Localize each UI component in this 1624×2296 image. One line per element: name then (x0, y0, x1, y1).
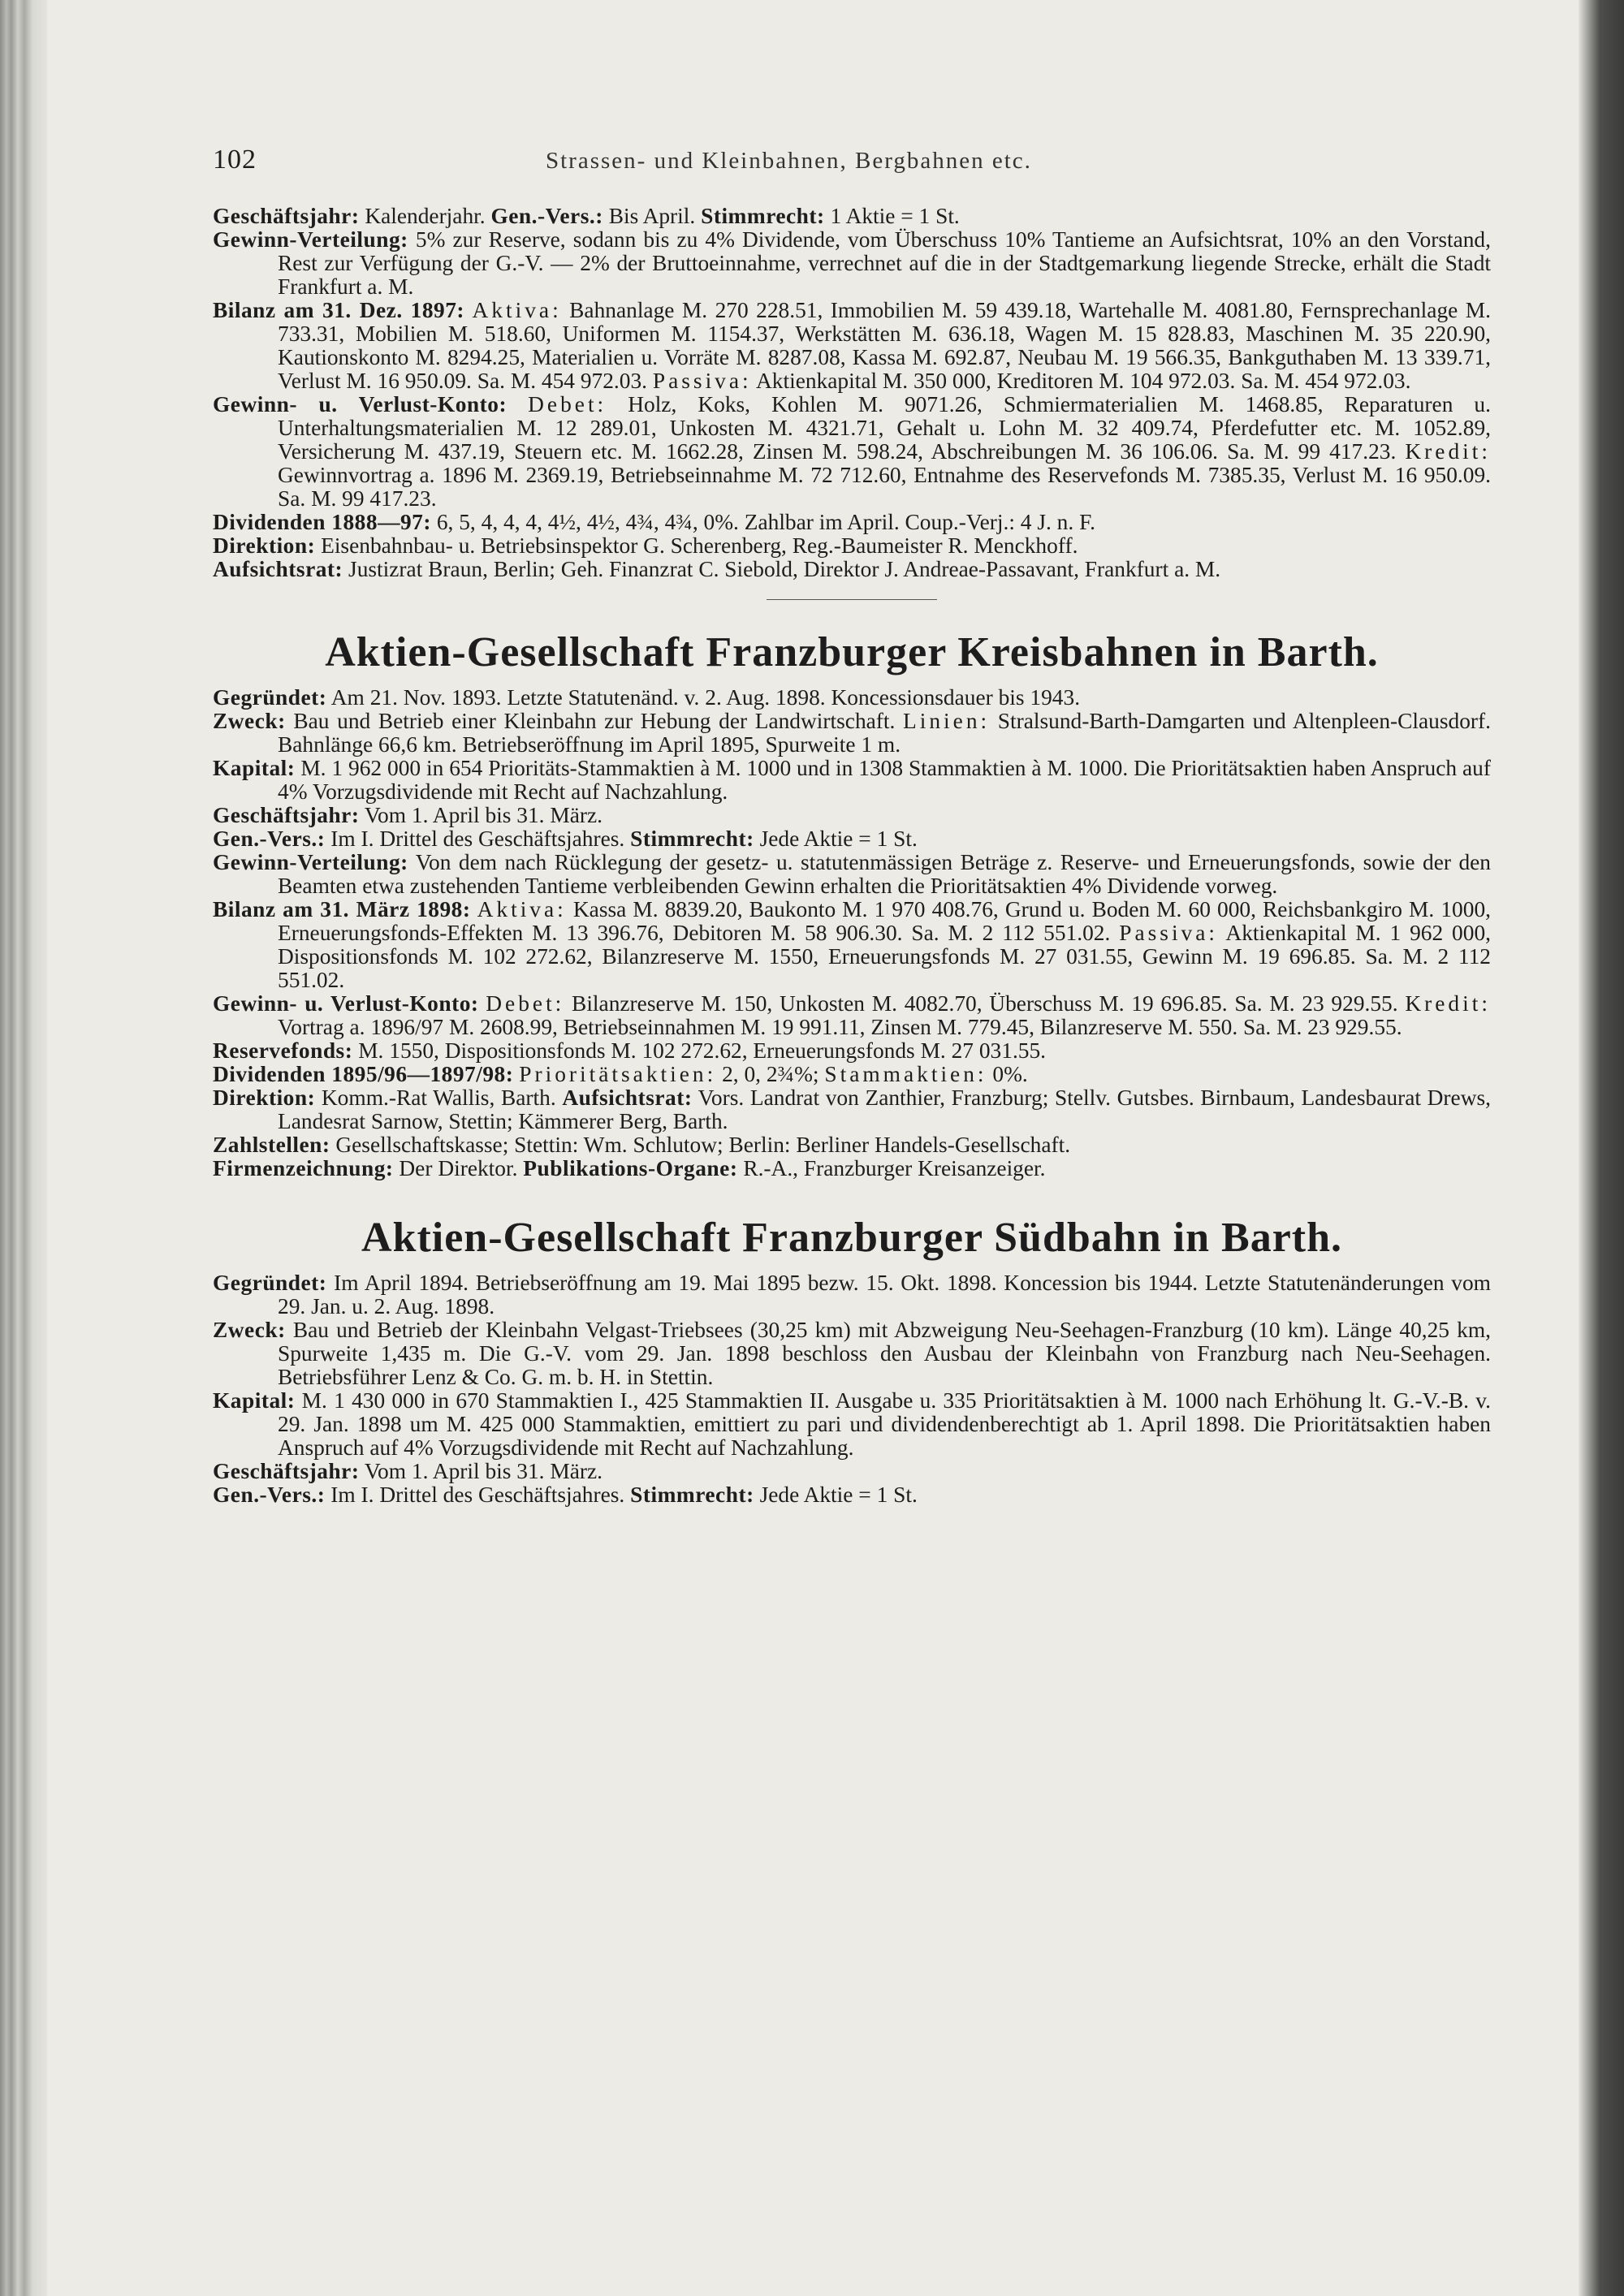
page-header (213, 145, 1491, 193)
entry-gewinn-verlust: Gewinn- u. Verlust-Konto: Debet: Holz, Koks, Kohlen M. 9071.26, Schmiermaterialien M. 1468.85, Reparaturen u. Unterhaltungsmaterialien M. 12 289.01, Unkosten M. 4321.71, Gehalt u. Lohn M. 32 409.74, Pferdefutter etc. M. 1052.89, Versicherung M. 437.19, Steuern etc. M. 1662.28, Zinsen M. 598.24, Abschreibungen M. 36 106.06. Sa. M. 99 417.23. Kredit: Gewinnvortrag a. 1896 M. 2369.19, Betriebseinnahme M. 72 712.60, Entnahme des Reservefonds M. 7385.35, Verlust M. 16 950.09. Sa. M. 99 417.23. (213, 392, 1491, 511)
entry-gewinn-verteilung: Gewinn-Verteilung: Von dem nach Rücklegung der gesetz- u. statutenmässigen Beträge z. Reserve- und Erneuerungsfonds, sowie der den Beamten etwa zustehenden Tantieme verbleibenden Gewinn erhalten die Prioritätsaktien 4% Dividende vorweg. (213, 850, 1492, 898)
entry-zweck: Zweck: Bau und Betrieb der Kleinbahn Velgast-Triebsees (30,25 km) mit Abzweigung Neu-Seehagen-Franzburg (10 km). Länge 40,25 km, Spurweite 1,435 m. Die G.-V. vom 29. Jan. 1898 beschloss den Ausbau der Kleinbahn von Franzburg nach Neu-Seehagen. Betriebsführer Lenz & Co. G. m. b. H. in Stettin. (213, 1318, 1491, 1389)
entry-gegruendet: Gegründet: Im April 1894. Betriebseröffnung am 19. Mai 1895 bezw. 15. Okt. 1898. Koncession bis 1944. Letzte Statutenänderungen vom 29. Jan. u. 2. Aug. 1898. (213, 1271, 1491, 1318)
book-page (213, 145, 1491, 1507)
entry-direktion: Direktion: Eisenbahnbau- u. Betriebsinspektor G. Scherenberg, Reg.-Baumeister R. Menckhoff. (213, 533, 1078, 558)
continuation-block (213, 205, 1491, 581)
entry-gen-vers: Gen.-Vers.: Im I. Drittel des Geschäftsjahres. Stimmrecht: Jede Aktie = 1 St. (213, 826, 918, 851)
section-divider (767, 599, 937, 600)
entry-zweck: Zweck: Bau und Betrieb einer Kleinbahn zur Hebung der Landwirtschaft. Linien: Stralsund-Barth-Damgarten und Altenpleen-Clausdorf. Bahnlänge 66,6 km. Betriebseröffnung im April 1895, Spurweite 1 m. (213, 709, 1492, 757)
entry-gewinn-verlust: Gewinn- u. Verlust-Konto: Debet: Bilanzreserve M. 150, Unkosten M. 4082.70, Überschuss M. 19 696.85. Sa. M. 23 929.55. Kredit: Vortrag a. 1896/97 M. 2608.99, Betriebseinnahmen M. 19 991.11, Zinsen M. 779.45, Bilanzreserve M. 550. Sa. M. 23 929.55. (213, 991, 1491, 1039)
entry-gegruendet: Gegründet: Am 21. Nov. 1893. Letzte Statutenänd. v. 2. Aug. 1898. Koncessionsdauer bis 1943. (213, 685, 1081, 710)
running-title: Strassen- und Kleinbahnen, Bergbahnen etc. (546, 148, 1032, 174)
entry-gen-vers: Gen.-Vers.: Im I. Drittel des Geschäftsjahres. Stimmrecht: Jede Aktie = 1 St. (213, 1482, 918, 1507)
entry-aufsichtsrat: Aufsichtsrat: Justizrat Braun, Berlin; Geh. Finanzrat C. Siebold, Direktor J. Andreae-Passavant, Frankfurt a. M. (213, 557, 1221, 581)
scan-right-edge (1579, 0, 1624, 2296)
entry-bilanz: Bilanz am 31. März 1898: Aktiva: Kassa M. 8839.20, Baukonto M. 1 970 408.76, Grund u. Boden M. 60 000, Reichsbankgiro M. 1000, Erneuerungsfonds-Effekten M. 13 396.76, Debitoren M. 58 906.30. Sa. M. 2 112 551.02. Passiva: Aktienkapital M. 1 962 000, Dispositionsfonds M. 102 272.62, Bilanzreserve M. 1550, Erneuerungsfonds M. 27 031.55, Gewinn M. 19 696.85. Sa. M. 2 112 551.02. (213, 897, 1491, 992)
entry-geschaeftsjahr: Geschäftsjahr: Vom 1. April bis 31. März. (213, 1459, 603, 1483)
entry-kapital: Kapital: M. 1 430 000 in 670 Stammaktien I., 425 Stammaktien II. Ausgabe u. 335 Prioritätsaktien à M. 1000 nach Erhöhung lt. G.-V.-B. v. 29. Jan. 1898 um M. 425 000 Stammaktien, emittiert zu pari und dividendenberechtigt ab 1. April 1898. Die Prioritätsaktien haben Anspruch auf 4% Vorzugsdividende mit Recht auf Nachzahlung. (213, 1388, 1491, 1460)
entry-firmenzeichnung: Firmenzeichnung: Der Direktor. Publikations-Organe: R.-A., Franzburger Kreisanzeiger. (213, 1156, 1046, 1180)
entry-kapital: Kapital: M. 1 962 000 in 654 Prioritäts-Stammaktien à M. 1000 und in 1308 Stammaktien à M. 1000. Die Prioritätsaktien haben Anspruch auf 4% Vorzugsdividende mit Recht auf Nachzahlung. (213, 756, 1491, 804)
entry-dividenden: Dividenden 1888—97: 6, 5, 4, 4, 4, 4½, 4½, 4¾, 4¾, 0%. Zahlbar im April. Coup.-Verj.: 4 J. n. F. (213, 510, 1095, 534)
entry-geschaeftsjahr: Geschäftsjahr: Kalenderjahr. Gen.-Vers.: Bis April. Stimmrecht: 1 Aktie = 1 St. (213, 204, 960, 228)
entry-dividenden: Dividenden 1895/96—1897/98: Prioritätsaktien: 2, 0, 2¾%; Stammaktien: 0%. (213, 1062, 1028, 1086)
section-title: Aktien-Gesellschaft Franzburger Südbahn in Barth. (361, 1215, 1343, 1261)
company-section-suedbahn (213, 1213, 1491, 1507)
entry-bilanz: Bilanz am 31. Dez. 1897: Aktiva: Bahnanlage M. 270 228.51, Immobilien M. 59 439.18, Wartehalle M. 4081.80, Fernsprechanlage M. 733.31, Mobilien M. 518.60, Uniformen M. 1154.37, Werkstätten M. 636.18, Wagen M. 15 828.83, Maschinen M. 35 220.90, Kautionskonto M. 8294.25, Materialien u. Vorräte M. 8287.08, Kassa M. 692.87, Neubau M. 19 566.35, Bankguthaben M. 13 339.71, Verlust M. 16 950.09. Sa. M. 454 972.03. Passiva: Aktienkapital M. 350 000, Kreditoren M. 104 972.03. Sa. M. 454 972.03. (213, 298, 1491, 393)
page-number: 102 (213, 145, 257, 175)
entry-zahlstellen: Zahlstellen: Gesellschaftskasse; Stettin: Wm. Schlutow; Berlin: Berliner Handels-Gesellschaft. (213, 1133, 1071, 1157)
entry-direktion: Direktion: Komm.-Rat Wallis, Barth. Aufsichtsrat: Vors. Landrat von Zanthier, Franzburg; Stellv. Gutsbes. Birnbaum, Landesbaurat Drews, Landesrat Sarnow, Stettin; Kämmerer Berg, Barth. (213, 1085, 1491, 1133)
entry-geschaeftsjahr: Geschäftsjahr: Vom 1. April bis 31. März. (213, 803, 603, 827)
entry-gewinn-verteilung: Gewinn-Verteilung: 5% zur Reserve, sodann bis zu 4% Dividende, vom Überschuss 10% Tantieme an Aufsichtsrat, 10% an den Vorstand, Rest zur Verfügung der G.-V. — 2% der Bruttoeinnahme, verrechnet auf die in der Stadtgemarkung liegende Strecke, erhält die Stadt Frankfurt a. M. (213, 227, 1491, 299)
entry-reservefonds: Reservefonds: M. 1550, Dispositionsfonds M. 102 272.62, Erneuerungsfonds M. 27 031.55. (213, 1038, 1047, 1063)
company-section-kreisbahnen (213, 628, 1491, 1180)
section-title: Aktien-Gesellschaft Franzburger Kreisbahnen in Barth. (325, 629, 1379, 675)
scan-left-edge (0, 0, 47, 2296)
